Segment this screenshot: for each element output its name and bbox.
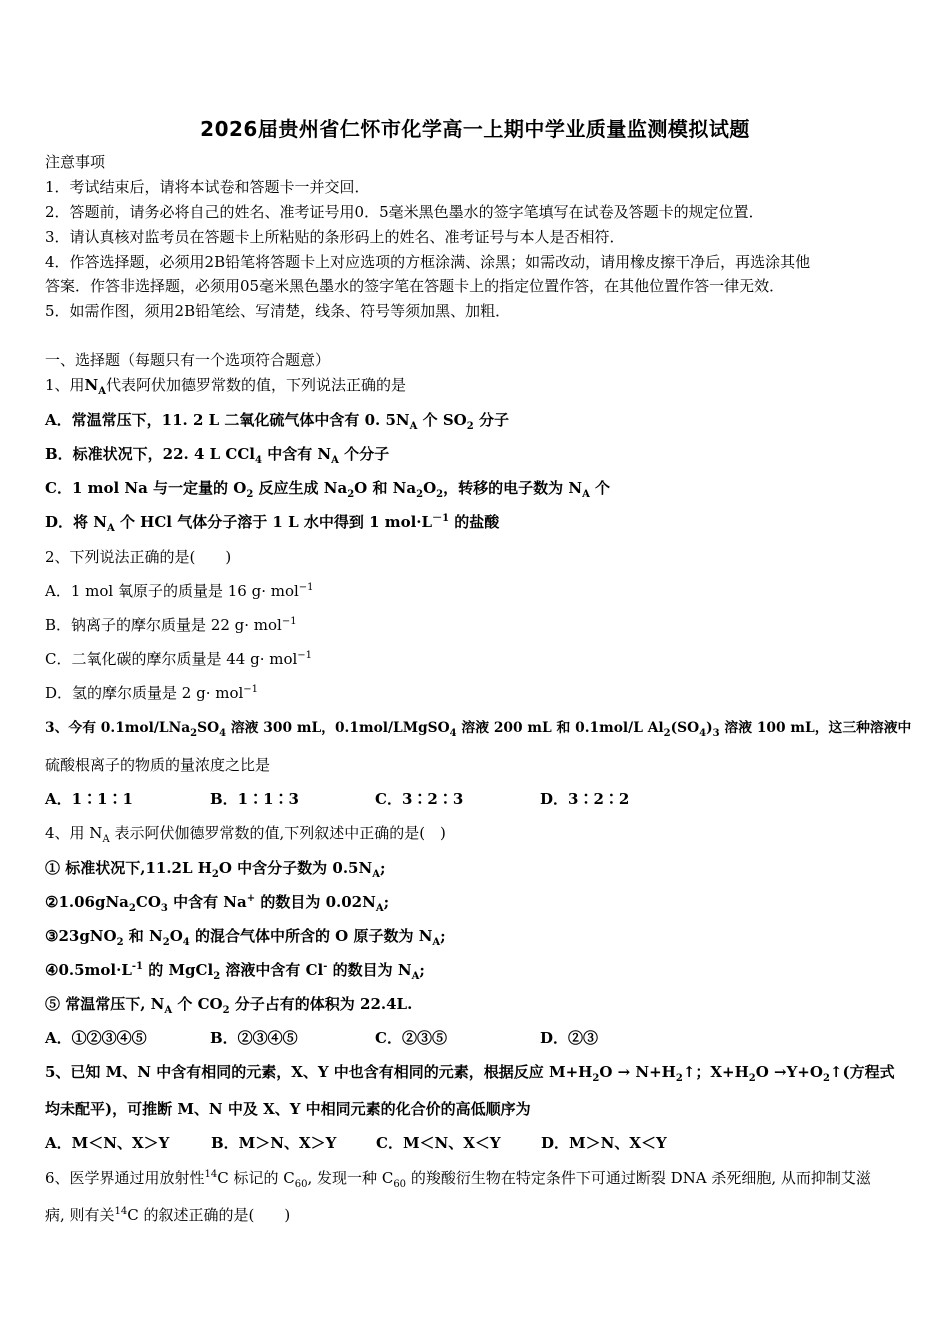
q5-stem-cont: 均未配平)，可推断 M、N 中及 X、Y 中相同元素的化合价的高低顺序为: [45, 1100, 531, 1118]
q5-stem: 5、已知 M、N 中含有相同的元素，X、Y 中也含有相同的元素，根据反应 $M+H_2O$ → $N+H_2↑$；$X+H_2O$ $\to Y+O_2↑$(方程式: [45, 1063, 895, 1084]
q4-option-a: A．①②③④⑤: [45, 1029, 147, 1047]
q2-option-a: A．1 mol 氧原子的质量是 16 g· mol$^{-1}$: [45, 582, 314, 600]
q3-option-c: C．3∶2∶3: [375, 790, 464, 808]
q5-option-c: C．M＜N、X＜Y: [376, 1134, 501, 1152]
q4-statement-3: ③23gNO$_2$ 和 $N_2O_4$ 的混合气体中所含的 O 原子数为 $N_A$;: [45, 927, 446, 948]
q1-option-b: B．标准状况下，22. 4 L CCl$_4$ 中含有 $N_A$ 个分子: [45, 445, 390, 466]
q4-stem: 4、用 $N_A$ 表示阿伏伽德罗常数的值,下列叙述中正确的是( ): [45, 824, 446, 845]
notice-item-4: 4．作答选择题，必须用2B铅笔将答题卡上对应选项的方框涂满、涂黑；如需改动，请用橡皮擦干净后，再选涂其他: [45, 253, 811, 271]
q4-statement-1: ① 标准状况下,11.2L $H_2O$ 中含分子数为 $0.5N_A$;: [45, 859, 386, 880]
q5-option-a: A．M＜N、X＞Y: [45, 1134, 170, 1152]
q6-stem: 6、医学界通过用放射性$^{14}$C 标记的 $C_{60}$, 发现一种 $C_{60}$ 的羧酸衍生物在特定条件下可通过断裂 DNA 杀死细胞, 从而抑制艾滋: [45, 1169, 871, 1190]
q4-statement-4: $④0.5mol\cdot L^{-1}$ 的 MgCl$_2$ 溶液中含有 Cl- 的数目为 $N_A$;: [45, 961, 425, 982]
notice-heading: 注意事项: [45, 153, 106, 171]
section-heading: 一、选择题（每题只有一个选项符合题意）: [45, 351, 331, 369]
notice-item-1: 1．考试结束后，请将本试卷和答题卡一并交回．: [45, 178, 370, 196]
notice-item-2: 2．答题前，请务必将自己的姓名、准考证号用0．5毫米黑色墨水的签字笔填写在试卷及答题卡的规定位置．: [45, 203, 764, 221]
q5-option-d: D．M＞N、X＜Y: [541, 1134, 667, 1152]
q3-option-b: B．1∶1∶3: [210, 790, 299, 808]
q2-stem: 2、下列说法正确的是( ): [45, 548, 232, 566]
notice-item-4-cont: 答案．作答非选择题，必须用05毫米黑色墨水的签字笔在答题卡上的指定位置作答，在其他位置作答一律无效．: [45, 277, 785, 295]
notice-item-3: 3．请认真核对监考员在答题卡上所粘贴的条形码上的姓名、准考证号与本人是否相符．: [45, 228, 625, 246]
q2-option-b: B．钠离子的摩尔质量是 22 g· mol$^{-1}$: [45, 616, 297, 634]
q1-stem: 1、用$N_A$代表阿伏加德罗常数的值，下列说法正确的是: [45, 376, 407, 397]
page-title: 2026届贵州省仁怀市化学高一上期中学业质量监测模拟试题: [200, 117, 750, 141]
q4-statement-5: ⑤ 常温常压下, $N_A$ 个 $CO_2$ 分子占有的体积为 22.4L.: [45, 995, 413, 1016]
q1-option-a: A．常温常压下，11. 2 L 二氧化硫气体中含有 0. $5N_A$ 个 $SO_2$ 分子: [45, 411, 509, 432]
q4-options: [45, 1028, 598, 1048]
q3-option-d: D．3∶2∶2: [540, 790, 630, 808]
notice-item-5: 5．如需作图，须用2B铅笔绘、写清楚，线条、符号等须加黑、加粗．: [45, 302, 511, 320]
q5-option-b: B．M＞N、X＞Y: [211, 1134, 337, 1152]
q3-stem-cont: 硫酸根离子的物质的量浓度之比是: [45, 756, 271, 774]
q3-stem: 3、今有 $0.1mol/LNa_2SO_4$ 溶液 300 mL，0.1mol/LMgSO$_4$ 溶液 200 mL 和 0.1mol/L $Al_2(SO_4)_3$ 溶液 100 mL，这三种溶液中: [45, 720, 912, 739]
q3-option-a: A．1∶1∶1: [45, 790, 133, 808]
q4-statement-2: $②1.06gNa_2CO_3$ 中含有 Na+ 的数目为 $0.02N_A$;: [45, 893, 390, 914]
q6-stem-cont: 病, 则有关$^{14}$C 的叙述正确的是( ): [45, 1206, 291, 1224]
q2-option-d: D．氢的摩尔质量是 2 g· mol$^{-1}$: [45, 684, 259, 702]
q1-option-c: C．1 mol Na 与一定量的 $O_2$ 反应生成 $Na_2O$ 和 $Na_2O_2$，转移的电子数为 $N_A$ 个: [45, 479, 611, 500]
q3-options: [45, 789, 629, 809]
q4-option-c: C．②③⑤: [375, 1029, 447, 1047]
q1-option-d: D．将 $N_A$ 个 HCl 气体分子溶于 1 L 水中得到 1 $mol\cdot L^{-1}$ 的盐酸: [45, 513, 500, 534]
q5-options: [45, 1133, 667, 1153]
q4-option-d: D．②③: [540, 1029, 599, 1047]
q4-option-b: B．②③④⑤: [210, 1029, 298, 1047]
q2-option-c: C．二氧化碳的摩尔质量是 44 g· mol$^{-1}$: [45, 650, 313, 668]
